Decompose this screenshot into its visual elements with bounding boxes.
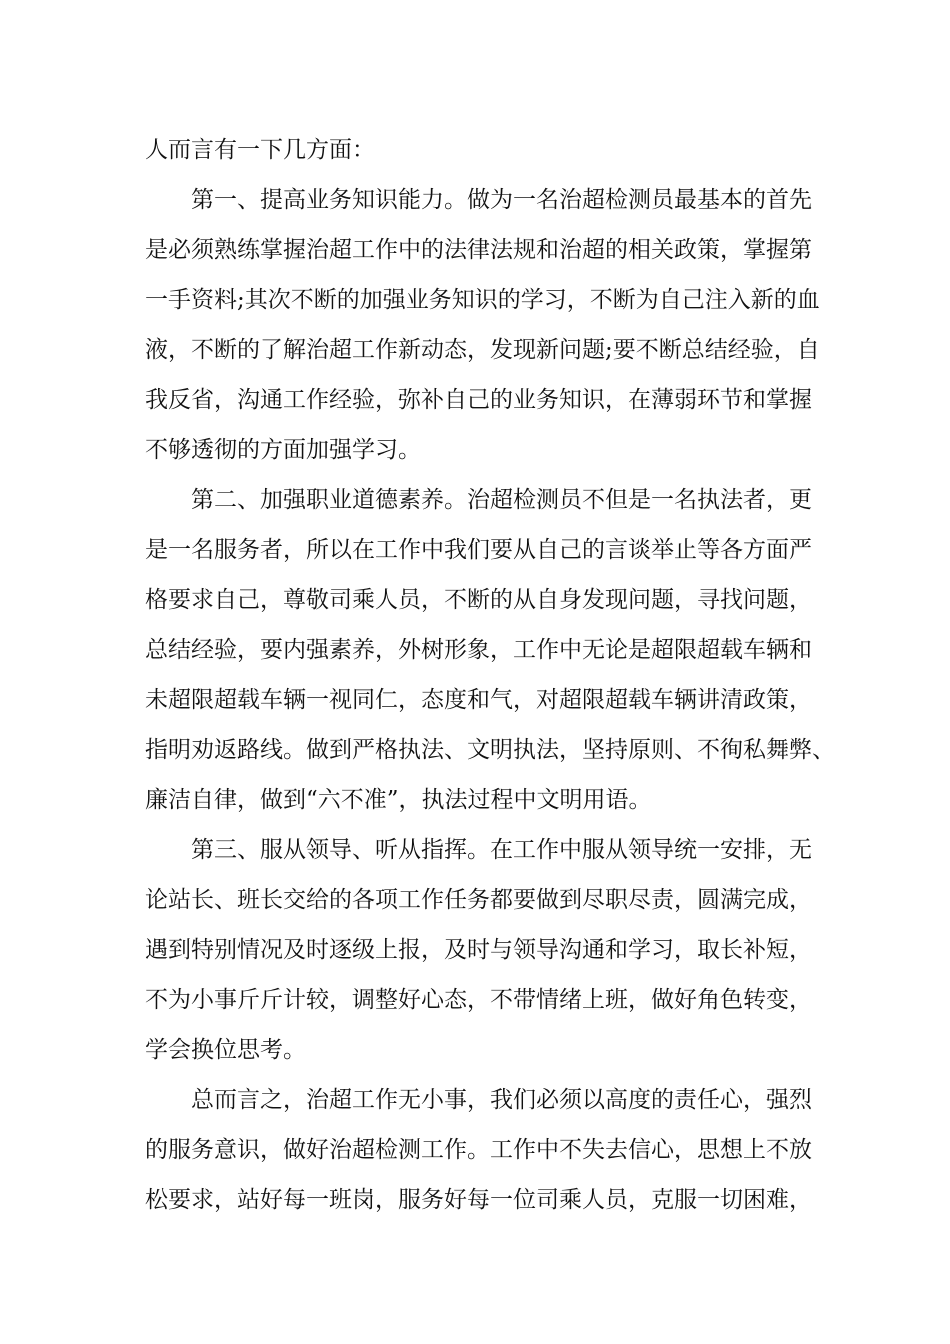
text-line: 第一、提高业务知识能力。做为一名治超检测员最基本的首先 (145, 187, 812, 213)
text-line: 总结经验，要内强素养，外树形象，工作中无论是超限超载车辆和 (145, 637, 812, 663)
text-line: 遇到特别情况及时逐级上报，及时与领导沟通和学习，取长补短， (145, 937, 812, 963)
text-line: 不够透彻的方面加强学习。 (145, 437, 421, 463)
text-line: 人而言有一下几方面： (145, 137, 375, 163)
text-line: 论站长、班长交给的各项工作任务都要做到尽职尽责，圆满完成， (145, 887, 812, 913)
text-line: 总而言之，治超工作无小事，我们必须以高度的责任心，强烈 (145, 1087, 812, 1113)
text-line: 第三、服从领导、听从指挥。在工作中服从领导统一安排，无 (145, 837, 812, 863)
text-line: 的服务意识，做好治超检测工作。工作中不失去信心，思想上不放 (145, 1137, 812, 1163)
text-line: 我反省，沟通工作经验，弥补自己的业务知识，在薄弱环节和掌握 (145, 387, 812, 413)
text-line: 一手资料;其次不断的加强业务知识的学习，不断为自己注入新的血 (145, 287, 820, 313)
text-line: 未超限超载车辆一视同仁，态度和气，对超限超载车辆讲清政策， (145, 687, 812, 713)
text-line: 是一名服务者，所以在工作中我们要从自己的言谈举止等各方面严 (145, 537, 812, 563)
text-line: 松要求，站好每一班岗，服务好每一位司乘人员，克服一切困难， (145, 1187, 812, 1213)
text-line: 指明劝返路线。做到严格执法、文明执法，坚持原则、不徇私舞弊、 (145, 737, 835, 763)
text-line: 廉洁自律，做到“六不准”，执法过程中文明用语。 (145, 787, 652, 813)
text-line: 格要求自己，尊敬司乘人员，不断的从自身发现问题，寻找问题， (145, 587, 812, 613)
text-line: 学会换位思考。 (145, 1037, 306, 1063)
text-line: 液，不断的了解治超工作新动态，发现新问题;要不断总结经验，自 (145, 337, 820, 363)
text-line: 不为小事斤斤计较，调整好心态，不带情绪上班，做好角色转变， (145, 987, 812, 1013)
text-line: 是必须熟练掌握治超工作中的法律法规和治超的相关政策，掌握第 (145, 237, 812, 263)
text-line: 第二、加强职业道德素养。治超检测员不但是一名执法者，更 (145, 487, 812, 513)
